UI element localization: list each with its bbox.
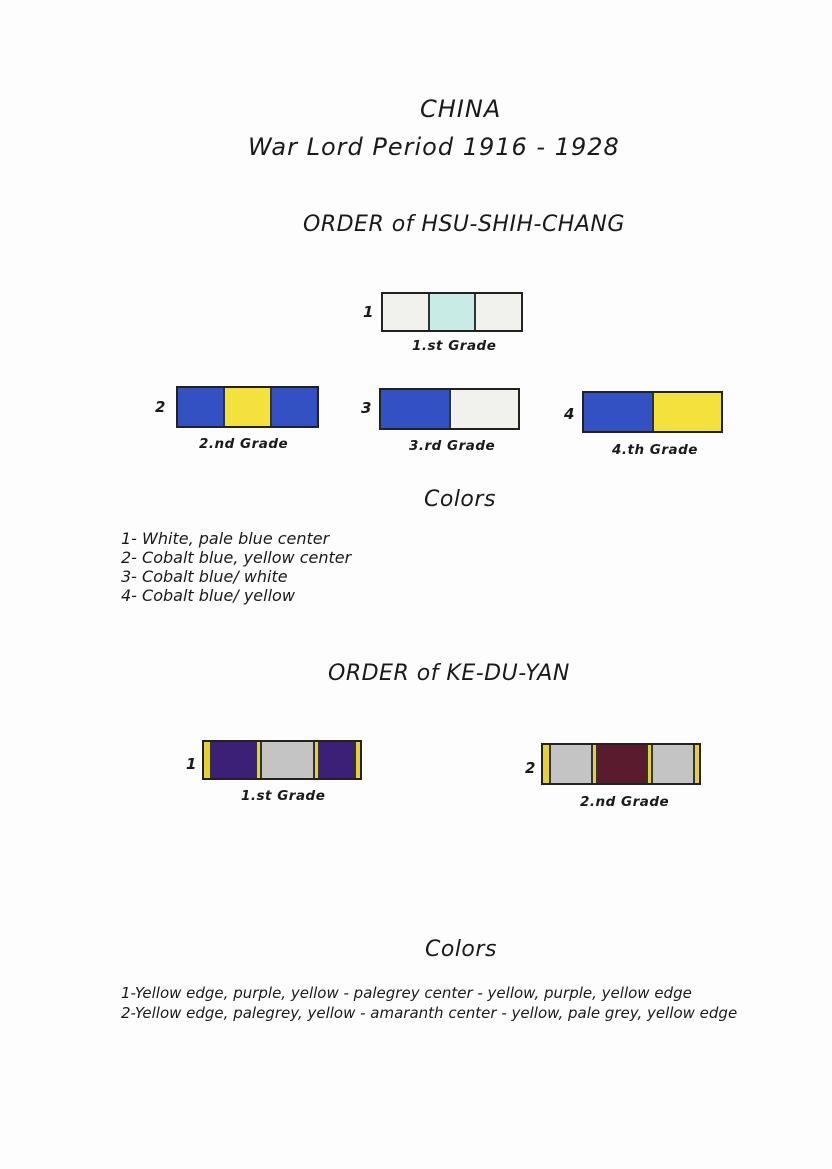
ribbon-stripe	[383, 294, 428, 330]
colors-heading: Colors	[425, 937, 497, 962]
ribbon-stripe	[210, 742, 255, 778]
ribbon-number: 2	[155, 398, 166, 416]
colors-list-item: 1- White, pale blue center	[121, 529, 330, 548]
colors-heading: Colors	[424, 487, 496, 512]
colors-list-item: 1-Yellow edge, purple, yellow - palegrey center - yellow, purple, yellow edge	[121, 984, 692, 1002]
colors-list-item: 3- Cobalt blue/ white	[121, 567, 288, 586]
ribbon-stripe	[428, 294, 475, 330]
colors-list-item: 2-Yellow edge, palegrey, yellow - amaranth center - yellow, pale grey, yellow edge	[121, 1004, 738, 1022]
ribbon-1st-grade	[381, 292, 523, 332]
ribbon-stripe	[318, 742, 354, 778]
order-hsu-shih-chang-title: ORDER of HSU-SHIH-CHANG	[303, 212, 625, 237]
ribbon-2nd-grade	[176, 386, 319, 428]
ribbon-number: 1	[186, 755, 197, 773]
ribbon-caption: 4.th Grade	[612, 442, 698, 458]
ribbon-number: 1	[363, 303, 374, 321]
ribbon-4th-grade	[582, 391, 723, 433]
ribbon-stripe	[260, 742, 313, 778]
ribbon-stripe	[354, 742, 360, 778]
colors-list	[121, 983, 737, 1023]
ribbon-stripe	[651, 745, 693, 783]
colors-list-item: 4- Cobalt blue/ yellow	[121, 586, 295, 605]
ribbon-stripe	[652, 393, 722, 431]
ribbon-caption: 1.st Grade	[412, 338, 497, 354]
country-title: CHINA	[420, 95, 502, 123]
ribbon-stripe	[223, 388, 270, 426]
ribbon-number: 4	[564, 405, 575, 423]
ribbon-stripe	[381, 390, 449, 428]
ribbon-stripe	[549, 745, 591, 783]
ribbon-stripe	[449, 390, 519, 428]
ribbon-stripe	[474, 294, 521, 330]
ribbon-stripe	[178, 388, 223, 426]
period-subtitle: War Lord Period 1916 - 1928	[248, 133, 620, 161]
ribbon-number: 2	[525, 759, 536, 777]
ribbon-3rd-grade	[379, 388, 520, 430]
ribbon-stripe	[584, 393, 652, 431]
ribbon-caption: 1.st Grade	[241, 788, 326, 804]
colors-list	[121, 529, 351, 605]
ribbon-stripe	[596, 745, 647, 783]
ribbon-stripe	[270, 388, 317, 426]
ribbon-number: 3	[361, 399, 372, 417]
ribbon-ke-2nd-grade	[541, 743, 701, 785]
ribbon-ke-1st-grade	[202, 740, 362, 780]
ribbon-caption: 3.rd Grade	[409, 438, 496, 454]
order-ke-du-yan-title: ORDER of KE-DU-YAN	[328, 661, 570, 686]
ribbon-caption: 2.nd Grade	[580, 794, 670, 810]
ribbon-caption: 2.nd Grade	[199, 436, 289, 452]
colors-list-item: 2- Cobalt blue, yellow center	[121, 548, 352, 567]
ribbon-stripe	[693, 745, 699, 783]
